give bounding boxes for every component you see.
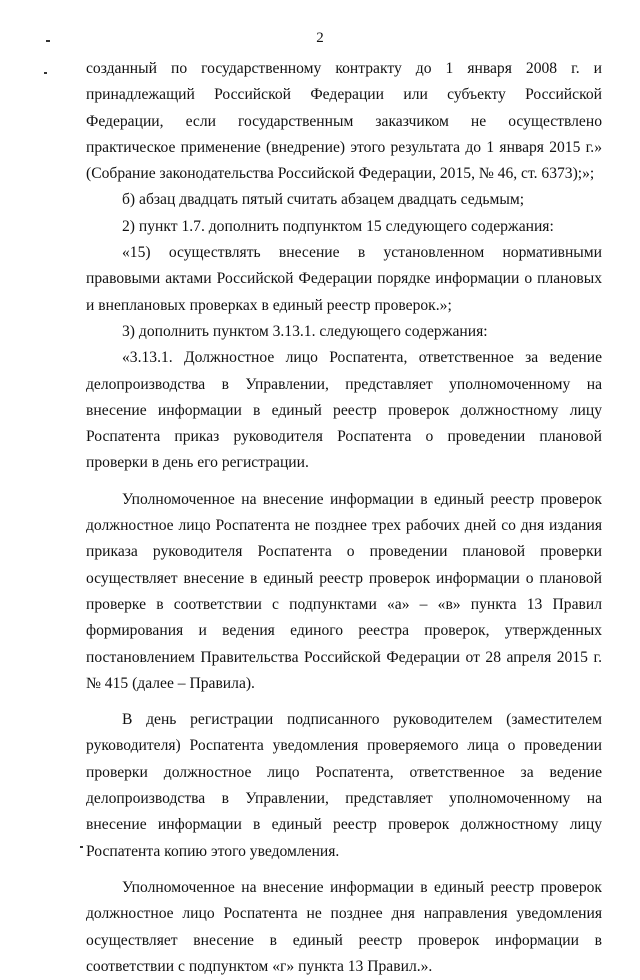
- paragraph-item-2: 2) пункт 1.7. дополнить подпунктом 15 следующего содержания:: [122, 217, 554, 235]
- paragraph-continuation: созданный по государственному контракту до 1 января 2008 г. и принадлежащий Российской Федерации или субъекту Российской Федерации, если государственным заказчиком не осуществлено практическое применение (внедрение) этого результата до 1 января 2015 г.» (Собрание законодательства Российской Федерации, 2015, № 46, ст. 6373);»;: [86, 60, 602, 183]
- paragraph-item-3: 3) дополнить пунктом 3.13.1. следующего содержания:: [122, 322, 488, 340]
- page-number: 2: [316, 30, 324, 46]
- paragraph-item-b: б) абзац двадцать пятый считать абзацем двадцать седьмым;: [122, 191, 525, 209]
- paragraph-planned-inspection: Уполномоченное на внесение информации в единый реестр проверок должностное лицо Роспатента не позднее трех рабочих дней со дня издания приказа руководителя Роспатента о проведении плановой проверки осуществляет внесение в единый реестр проверок информации о плановой проверке в соответствии с подпунктами «а» – «в» пункта 13 Правил формирования и ведения единого реестра проверок, утвержденных постановлением Правительства Российской Федерации от 28 апреля 2015 г. № 415 (далее – Правила).: [86, 490, 602, 692]
- paragraph-subitem-15: «15) осуществлять внесение в установленном нормативными правовыми актами Российской Федерации порядке информации о плановых и внеплановых проверках в единый реестр проверок.»;: [86, 244, 602, 314]
- scan-mark: [44, 72, 47, 74]
- paragraph-notification-registration: В день регистрации подписанного руководителем (заместителем руководителя) Роспатента уведомления проверяемого лица о проведении проверки должностное лицо Роспатента, ответственное за ведение делопроизводства в Управлении, представляет уполномоченному на внесение информации в единый реестр проверок должностному лицу Роспатента копию этого уведомления.: [86, 711, 602, 860]
- paragraph-notification-entry: Уполномоченное на внесение информации в единый реестр проверок должностное лицо Роспатента не позднее дня направления уведомления осуществляет внесение в единый реестр проверок информации в соответствии с подпунктом «г» пункта 13 Правил.».: [86, 878, 602, 975]
- document-body: [86, 56, 602, 980]
- paragraph-3-13-1: «3.13.1. Должностное лицо Роспатента, ответственное за ведение делопроизводства в Управлении, представляет уполномоченному на внесение информации в единый реестр проверок должностному лицу Роспатента приказ руководителя Роспатента о проведении плановой проверки в день его регистрации.: [86, 349, 602, 472]
- scan-mark: [46, 40, 50, 42]
- scan-mark: [80, 846, 83, 848]
